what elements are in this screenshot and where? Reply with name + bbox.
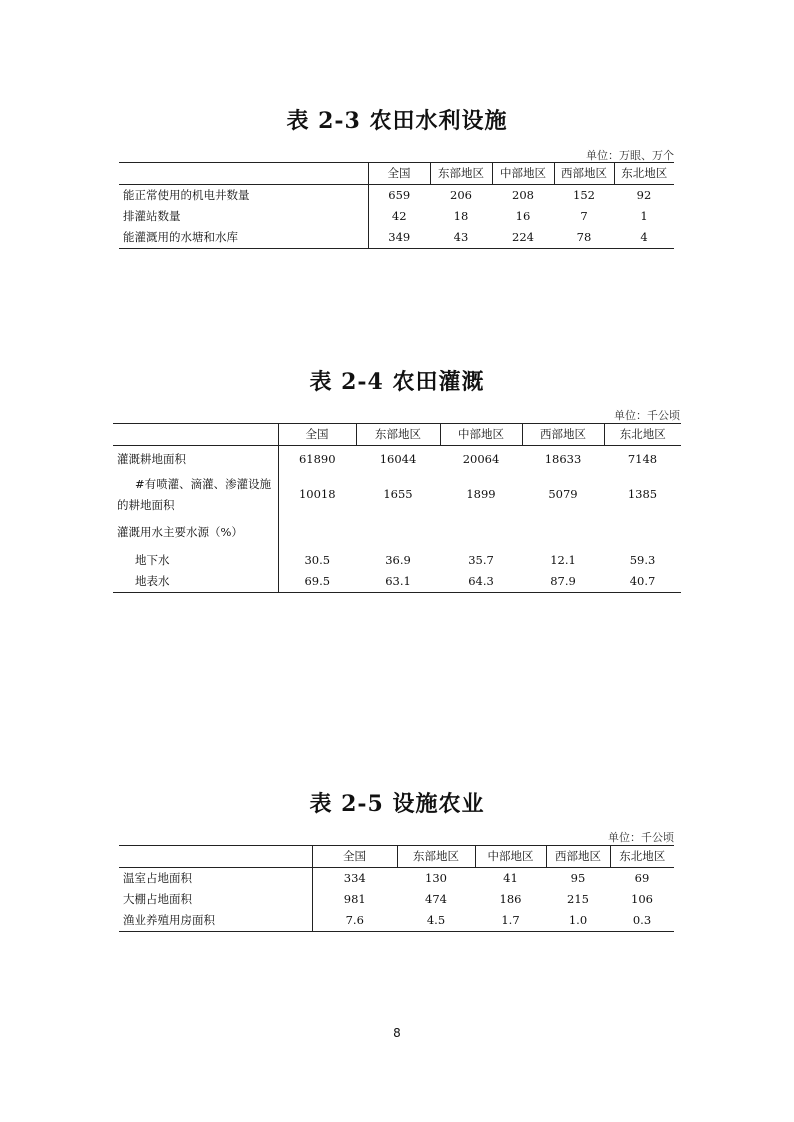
table-row — [119, 206, 674, 227]
header-central: 中部地区 — [475, 846, 546, 868]
cell — [440, 516, 522, 550]
cell: 64.3 — [440, 571, 522, 593]
row-label: 地下水 — [113, 550, 278, 571]
cell: 1.0 — [546, 910, 610, 932]
table-header-row — [113, 424, 681, 446]
cell: 87.9 — [522, 571, 604, 593]
table-2-3-title: 表 2-3 农田水利设施 — [286, 108, 508, 134]
row-label: #有喷灌、滴灌、渗灌设施的耕地面积 — [113, 474, 278, 516]
cell: 4 — [614, 227, 674, 249]
cell: 16 — [515, 209, 531, 223]
table-2-3-unit: 单位：万眼、万个 — [586, 149, 674, 162]
cell: 4.5 — [397, 910, 475, 932]
cell: 1655 — [383, 487, 413, 501]
cell: 0.3 — [610, 910, 674, 932]
cell: 474 — [425, 892, 447, 906]
row-label: 能灌溉用的水塘和水库 — [119, 227, 368, 249]
cell: 215 — [567, 892, 589, 906]
cell: 42 — [391, 209, 407, 223]
header-corner — [119, 163, 368, 185]
cell: 1385 — [627, 487, 658, 501]
cell: 61890 — [298, 452, 336, 467]
header-central: 中部地区 — [492, 163, 554, 185]
header-east: 东部地区 — [356, 424, 440, 446]
cell: 20064 — [462, 452, 500, 467]
page-number: 8 — [393, 1026, 401, 1040]
cell — [356, 516, 440, 550]
header-west: 西部地区 — [522, 424, 604, 446]
cell: 334 — [343, 871, 366, 885]
table-2-4-unit: 单位：千公顷 — [614, 409, 680, 422]
cell: 224 — [492, 227, 554, 249]
cell: 186 — [499, 892, 522, 906]
header-west: 西部地区 — [554, 163, 614, 185]
header-corner — [119, 846, 312, 868]
header-national: 全国 — [312, 846, 397, 868]
table-row — [113, 446, 681, 474]
table-2-5-title: 表 2-5 设施农业 — [309, 791, 485, 817]
header-east: 东部地区 — [397, 846, 475, 868]
cell: 43 — [430, 227, 492, 249]
cell: 5079 — [548, 487, 578, 501]
cell: 63.1 — [356, 571, 440, 593]
table-2-5-unit: 单位：千公顷 — [608, 831, 674, 844]
header-northeast: 东北地区 — [604, 424, 681, 446]
header-national: 全国 — [368, 163, 430, 185]
cell: 40.7 — [604, 571, 681, 593]
cell: 130 — [425, 871, 447, 885]
cell: 69 — [634, 871, 650, 885]
table-row — [119, 227, 674, 249]
cell: 659 — [388, 188, 411, 202]
table-row — [119, 910, 674, 932]
cell: 41 — [503, 871, 518, 885]
table-row — [113, 474, 681, 516]
cell: 12.1 — [550, 552, 576, 567]
row-label: 渔业养殖用房面积 — [119, 910, 312, 932]
cell: 1899 — [466, 487, 496, 501]
row-label: 能正常使用的机电井数量 — [119, 185, 368, 207]
table-row — [113, 516, 681, 550]
cell: 106 — [631, 892, 653, 906]
cell — [604, 516, 681, 550]
cell: 95 — [570, 871, 586, 885]
cell: 16044 — [379, 452, 417, 467]
cell: 78 — [554, 227, 614, 249]
header-central: 中部地区 — [440, 424, 522, 446]
row-label: 大棚占地面积 — [119, 889, 312, 910]
table-row — [113, 550, 681, 571]
row-label: 灌溉耕地面积 — [113, 446, 278, 474]
cell: 981 — [343, 892, 366, 906]
cell: 18633 — [544, 452, 582, 467]
cell: 36.9 — [385, 552, 411, 567]
table-row — [119, 889, 674, 910]
row-label: 地表水 — [113, 571, 278, 593]
header-east: 东部地区 — [430, 163, 492, 185]
table-2-4 — [113, 423, 681, 593]
cell: 7148 — [627, 452, 658, 467]
header-northeast: 东北地区 — [614, 163, 674, 185]
cell: 1 — [640, 209, 648, 223]
row-label: 排灌站数量 — [119, 206, 368, 227]
table-2-3 — [119, 162, 674, 249]
table-header-row — [119, 163, 674, 185]
table-row — [119, 868, 674, 890]
cell: 35.7 — [468, 552, 494, 567]
cell: 208 — [512, 188, 534, 202]
header-national: 全国 — [278, 424, 356, 446]
cell: 18 — [453, 209, 469, 223]
header-corner — [113, 424, 278, 446]
cell: 7.6 — [312, 910, 397, 932]
table-2-5 — [119, 845, 674, 932]
cell: 206 — [450, 188, 472, 202]
cell: 69.5 — [278, 571, 356, 593]
cell: 10018 — [298, 487, 336, 501]
table-row — [113, 571, 681, 593]
cell: 349 — [368, 227, 430, 249]
cell: 59.3 — [629, 552, 656, 567]
table-row — [119, 185, 674, 207]
cell: 30.5 — [304, 552, 331, 567]
header-northeast: 东北地区 — [610, 846, 674, 868]
cell: 92 — [636, 188, 652, 202]
cell: 1.7 — [475, 910, 546, 932]
table-2-4-title: 表 2-4 农田灌溉 — [309, 369, 485, 395]
row-label: 灌溉用水主要水源（%） — [113, 516, 278, 550]
row-label: 温室占地面积 — [119, 868, 312, 890]
cell: 152 — [573, 188, 595, 202]
cell: 7 — [580, 209, 588, 223]
cell — [278, 516, 356, 550]
table-header-row — [119, 846, 674, 868]
cell — [522, 516, 604, 550]
header-west: 西部地区 — [546, 846, 610, 868]
